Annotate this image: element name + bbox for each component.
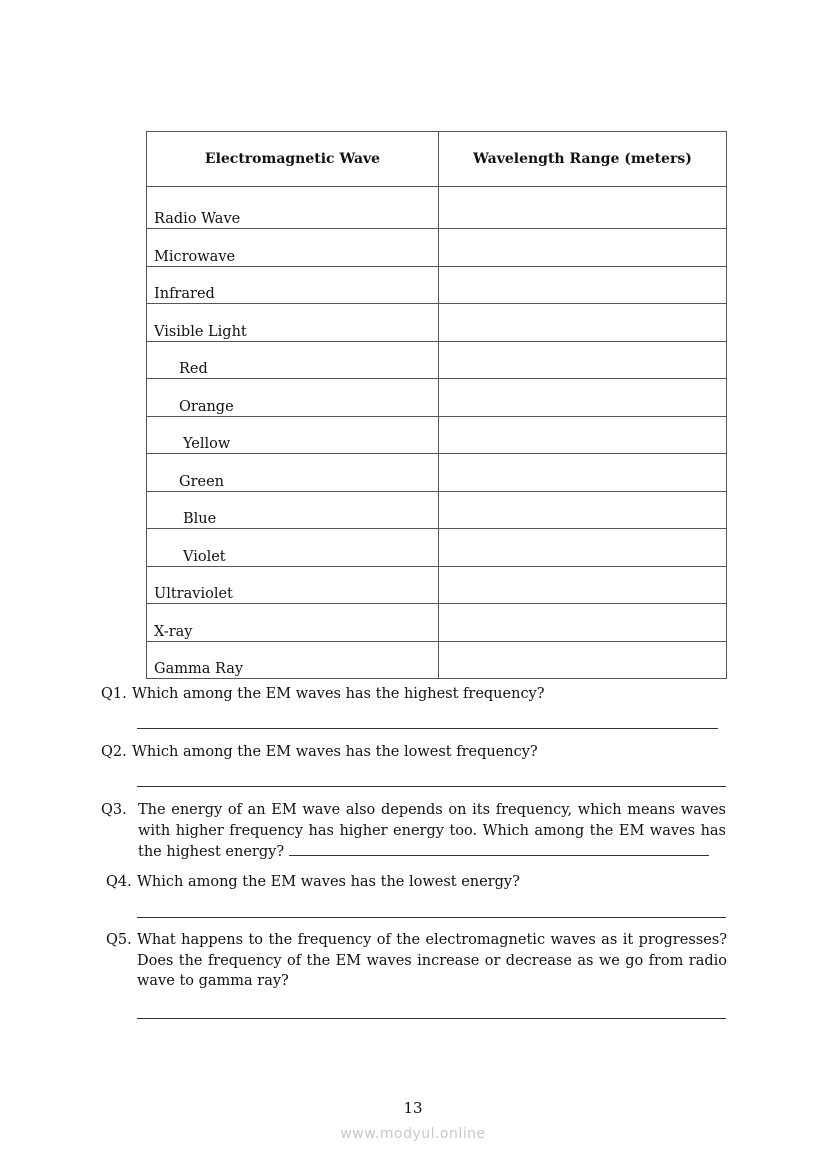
answer-line-q5[interactable] [137, 1018, 726, 1019]
wave-name-cell: X-ray [147, 604, 439, 642]
wave-name-cell: Green [147, 454, 439, 492]
question-number: Q4. [106, 874, 132, 890]
question-text: Which among the EM waves has the lowest frequency? [132, 744, 538, 760]
wave-name-cell: Visible Light [147, 304, 439, 342]
table-row [147, 491, 727, 529]
wave-name-cell: Radio Wave [147, 187, 439, 229]
wave-name-cell: Red [147, 341, 439, 379]
question-text: What happens to the frequency of the electromagnetic waves as it progresses? Does the frequency of the EM waves increase or decrease as we go from radio wave to gamma ray? [137, 932, 727, 989]
header-wavelength-range: Wavelength Range (meters) [439, 132, 727, 187]
table-row [147, 229, 727, 267]
wavelength-answer-cell[interactable] [439, 341, 727, 379]
question-1 [101, 684, 731, 705]
wavelength-answer-cell[interactable] [439, 566, 727, 604]
page-number: 13 [403, 1099, 423, 1117]
table-row [147, 341, 727, 379]
wavelength-answer-cell[interactable] [439, 416, 727, 454]
table-row [147, 187, 727, 229]
table-row [147, 529, 727, 567]
question-3 [101, 800, 726, 863]
wavelength-answer-cell[interactable] [439, 641, 727, 679]
wavelength-answer-cell[interactable] [439, 604, 727, 642]
question-number: Q1. [101, 686, 127, 702]
wavelength-answer-cell[interactable] [439, 229, 727, 267]
answer-line-q2[interactable] [137, 786, 726, 787]
answer-line-q4[interactable] [137, 917, 726, 918]
table-row [147, 454, 727, 492]
wave-name-cell: Violet [147, 529, 439, 567]
wavelength-answer-cell[interactable] [439, 187, 727, 229]
wave-name-cell: Gamma Ray [147, 641, 439, 679]
em-wave-table [146, 131, 727, 679]
wave-name-cell: Ultraviolet [147, 566, 439, 604]
wave-name-cell: Blue [147, 491, 439, 529]
wavelength-answer-cell[interactable] [439, 454, 727, 492]
question-number: Q5. [106, 932, 132, 948]
wave-name-cell: Orange [147, 379, 439, 417]
wave-name-cell: Yellow [147, 416, 439, 454]
question-number: Q2. [101, 744, 127, 760]
question-5 [106, 930, 727, 992]
wavelength-answer-cell[interactable] [439, 304, 727, 342]
question-text: Which among the EM waves has the lowest energy? [137, 874, 520, 890]
table-row [147, 566, 727, 604]
answer-line-q3[interactable] [289, 841, 709, 856]
question-2 [101, 742, 731, 763]
wavelength-answer-cell[interactable] [439, 379, 727, 417]
question-text: Which among the EM waves has the highest frequency? [132, 686, 545, 702]
wave-name-cell: Microwave [147, 229, 439, 267]
table-row [147, 604, 727, 642]
table-row [147, 304, 727, 342]
wavelength-answer-cell[interactable] [439, 491, 727, 529]
table-row [147, 641, 727, 679]
table-row [147, 266, 727, 304]
table-row [147, 416, 727, 454]
question-text: The energy of an EM wave also depends on its frequency, which means waves with higher frequency has higher energy too. Which among the EM waves has the highest energy? [138, 802, 726, 860]
watermark: www.modyul.online [340, 1126, 486, 1142]
question-number: Q3. [101, 802, 127, 818]
answer-line-q1[interactable] [137, 728, 718, 729]
table-header-row [147, 132, 727, 187]
wavelength-answer-cell[interactable] [439, 266, 727, 304]
header-electromagnetic-wave: Electromagnetic Wave [147, 132, 439, 187]
question-4 [106, 872, 731, 893]
wavelength-answer-cell[interactable] [439, 529, 727, 567]
table-row [147, 379, 727, 417]
wave-name-cell: Infrared [147, 266, 439, 304]
